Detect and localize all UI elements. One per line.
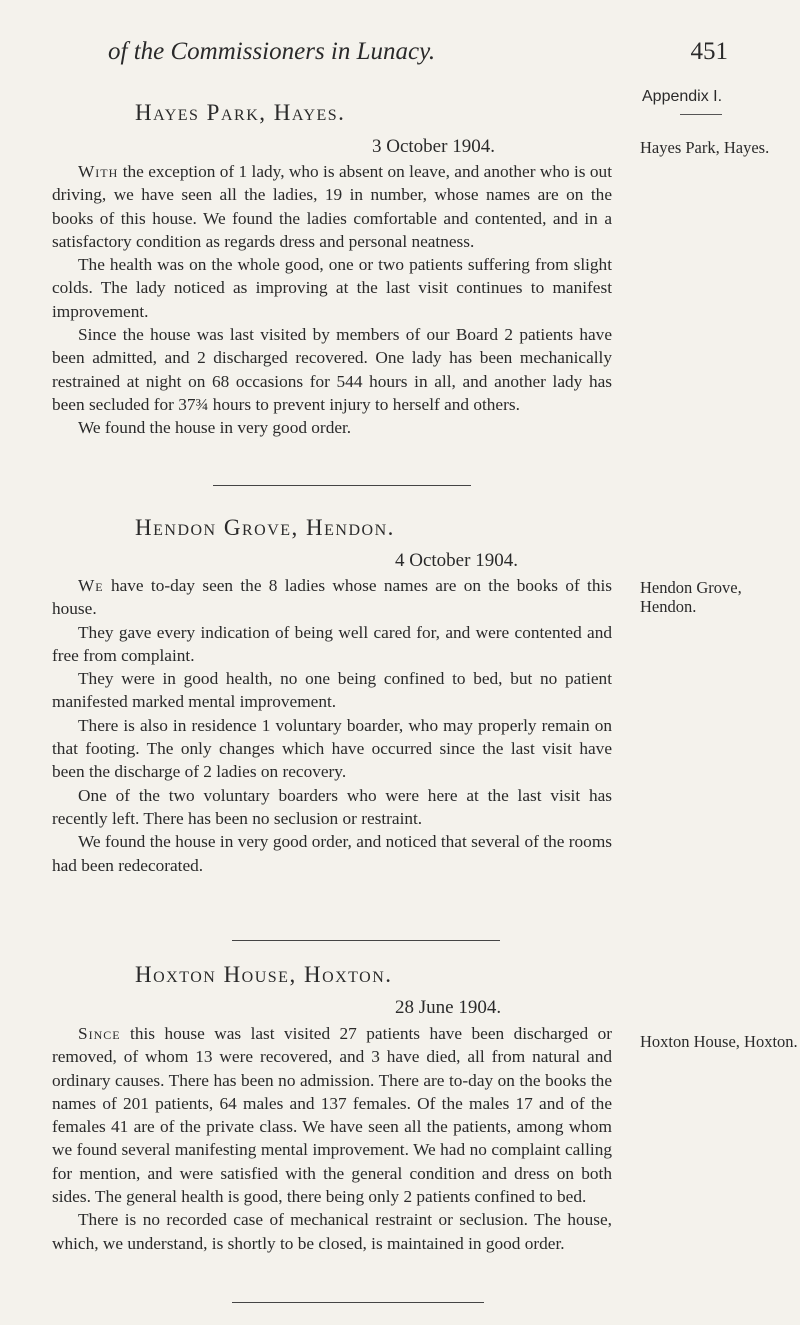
paragraph <box>52 714 612 784</box>
paragraph <box>52 667 612 714</box>
paragraph <box>52 323 612 416</box>
paragraph <box>52 160 612 253</box>
running-title: of the Commissioners in Lunacy. <box>108 38 436 65</box>
section-title-hayes-park: Hayes Park, Hayes. <box>135 100 346 125</box>
paragraph <box>52 1208 612 1255</box>
section-title-hendon-grove: Hendon Grove, Hendon. <box>135 515 395 540</box>
section-date-hendon-grove: 4 October 1904. <box>395 550 518 571</box>
margin-note-hayes-park: Hayes Park, Hayes. <box>640 138 770 157</box>
section-divider <box>213 485 471 486</box>
paragraph <box>52 621 612 668</box>
section-divider <box>232 940 500 941</box>
paragraph-text: There is also in residence 1 voluntary boarder, who may properly remain on that footing. The only changes which have occurred since the last visit have been the discharge of 2 ladies on recovery. <box>52 715 612 782</box>
paragraph <box>52 784 612 831</box>
paragraph-lead: We <box>78 576 104 595</box>
margin-note-hendon-grove: Hendon Grove, Hendon. <box>640 578 742 616</box>
paragraph-text: the exception of 1 lady, who is absent on leave, and another who is out driving, we have seen all the ladies, 19 in number, whose names are on the books of this house. We found the ladies comfortable and contented, and in a satisfactory condition as regards dress and personal neatness. <box>52 162 612 251</box>
section-body-hendon-grove <box>52 574 612 877</box>
section-body-hoxton-house <box>52 1022 612 1255</box>
paragraph-text: They were in good health, no one being confined to bed, but no patient manifested marked mental improvement. <box>52 669 612 712</box>
section-title-hoxton-house: Hoxton House, Hoxton. <box>135 962 393 987</box>
paragraph-text: The health was on the whole good, one or two patients suffering from slight colds. The lady noticed as improving at the last visit continues to manifest improvement. <box>52 255 612 321</box>
appendix-rule <box>680 114 722 115</box>
paragraph-text: We found the house in very good order, and noticed that several of the rooms had been redecorated. <box>52 832 612 875</box>
paragraph-lead: With <box>78 162 119 181</box>
section-date-hoxton-house: 28 June 1904. <box>395 997 502 1018</box>
paragraph-text: One of the two voluntary boarders who were here at the last visit has recently left. There has been no seclusion or restraint. <box>52 785 612 828</box>
paragraph-text: We found the house in very good order. <box>78 418 352 438</box>
paragraph-text: this house was last visited 27 patients have been discharged or removed, of whom 13 were recovered, and 3 have died, all from natural and ordinary causes. There has been no admission. There are to-day on the books the names of 201 patients, 64 males and 137 females. Of the males 17 and of the females 41 are of the private class. We have seen all the patients, among whom we found several manifesting mental improvement. We had no complaint calling for mention, and were satisfied with the general condition and dress on both sides. The general health is good, there being only 2 patients confined to bed. <box>52 1024 612 1207</box>
paragraph <box>52 830 612 877</box>
paragraph-text: have to-day seen the 8 ladies whose names are on the books of this house. <box>52 576 612 619</box>
paragraph <box>52 574 612 621</box>
paragraph-text: There is no recorded case of mechanical restraint or seclusion. The house, which, we understand, is shortly to be closed, is maintained in good order. <box>52 1210 612 1253</box>
page-number: 451 <box>690 38 728 65</box>
paragraph-text: They gave every indication of being well cared for, and were contented and free from complaint. <box>52 622 612 665</box>
section-date-hayes-park: 3 October 1904. <box>372 136 495 157</box>
paragraph-text: Since the house was last visited by members of our Board 2 patients have been admitted, and 2 discharged recovered. One lady has been mechanically restrained at night on 68 occasions for 544 hours in all, and another lady has been secluded for 37¾ hours to prevent injury to herself and others. <box>52 325 612 414</box>
paragraph <box>52 416 612 439</box>
margin-note-hoxton-house: Hoxton House, Hoxton. <box>640 1032 798 1051</box>
paragraph <box>52 1022 612 1208</box>
section-divider <box>232 1302 484 1303</box>
paragraph <box>52 253 612 323</box>
section-body-hayes-park <box>52 160 612 440</box>
paragraph-lead: Since <box>78 1024 121 1043</box>
appendix-label: Appendix I. <box>642 88 723 105</box>
